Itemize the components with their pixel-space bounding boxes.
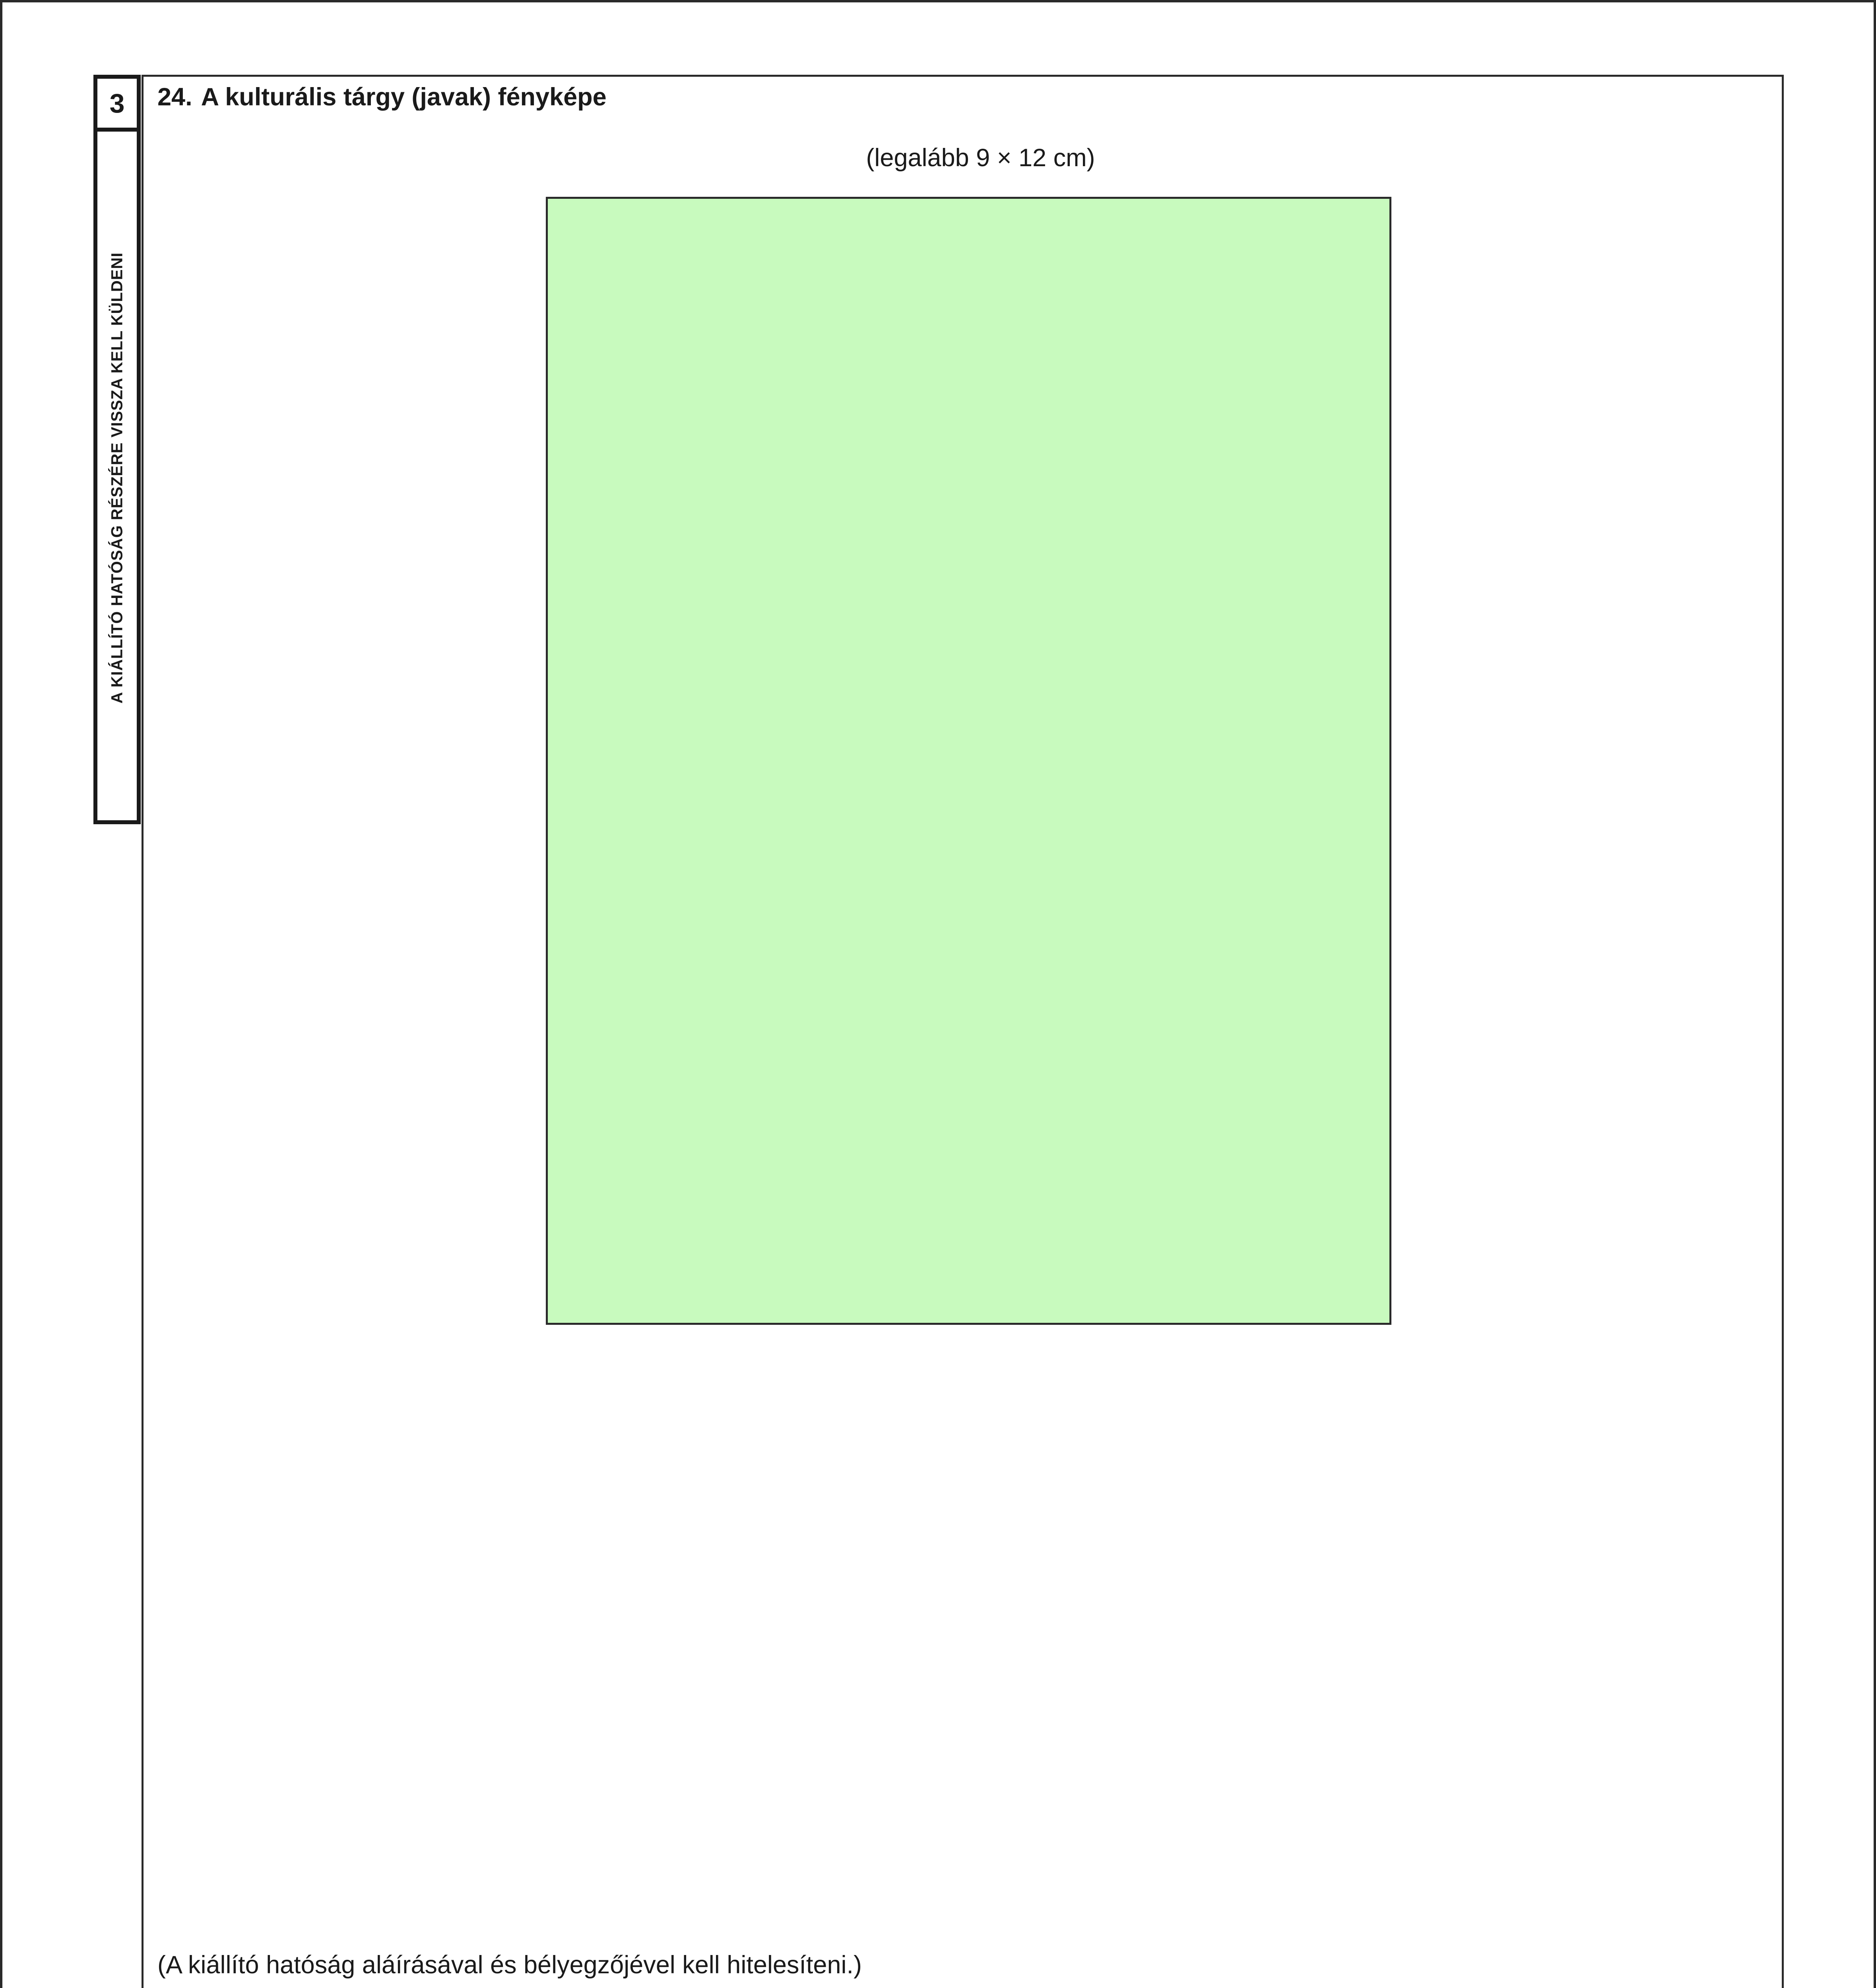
section-24-title: A kulturális tárgy (javak) fényképe: [201, 83, 607, 111]
return-instruction-label: A KIÁLLÍTÓ HATÓSÁG RÉSZÉRE VISSZA KELL KÜLDENI: [108, 252, 126, 704]
photo-size-note: (legalább 9 × 12 cm): [866, 144, 1095, 172]
section-24-heading: [157, 83, 607, 111]
authentication-note: (A kiállító hatóság aláírásával és bélyegzőjével kell hitelesíteni.): [157, 1951, 862, 1979]
photo-placeholder[interactable]: [546, 197, 1391, 1325]
form-main-box: [142, 75, 1784, 1988]
copy-number-box: [93, 75, 141, 824]
section-24-photo: [144, 77, 1782, 1988]
vertical-label-area: [97, 132, 137, 824]
copy-number: 3: [97, 79, 137, 132]
section-24-number: 24.: [157, 83, 192, 111]
